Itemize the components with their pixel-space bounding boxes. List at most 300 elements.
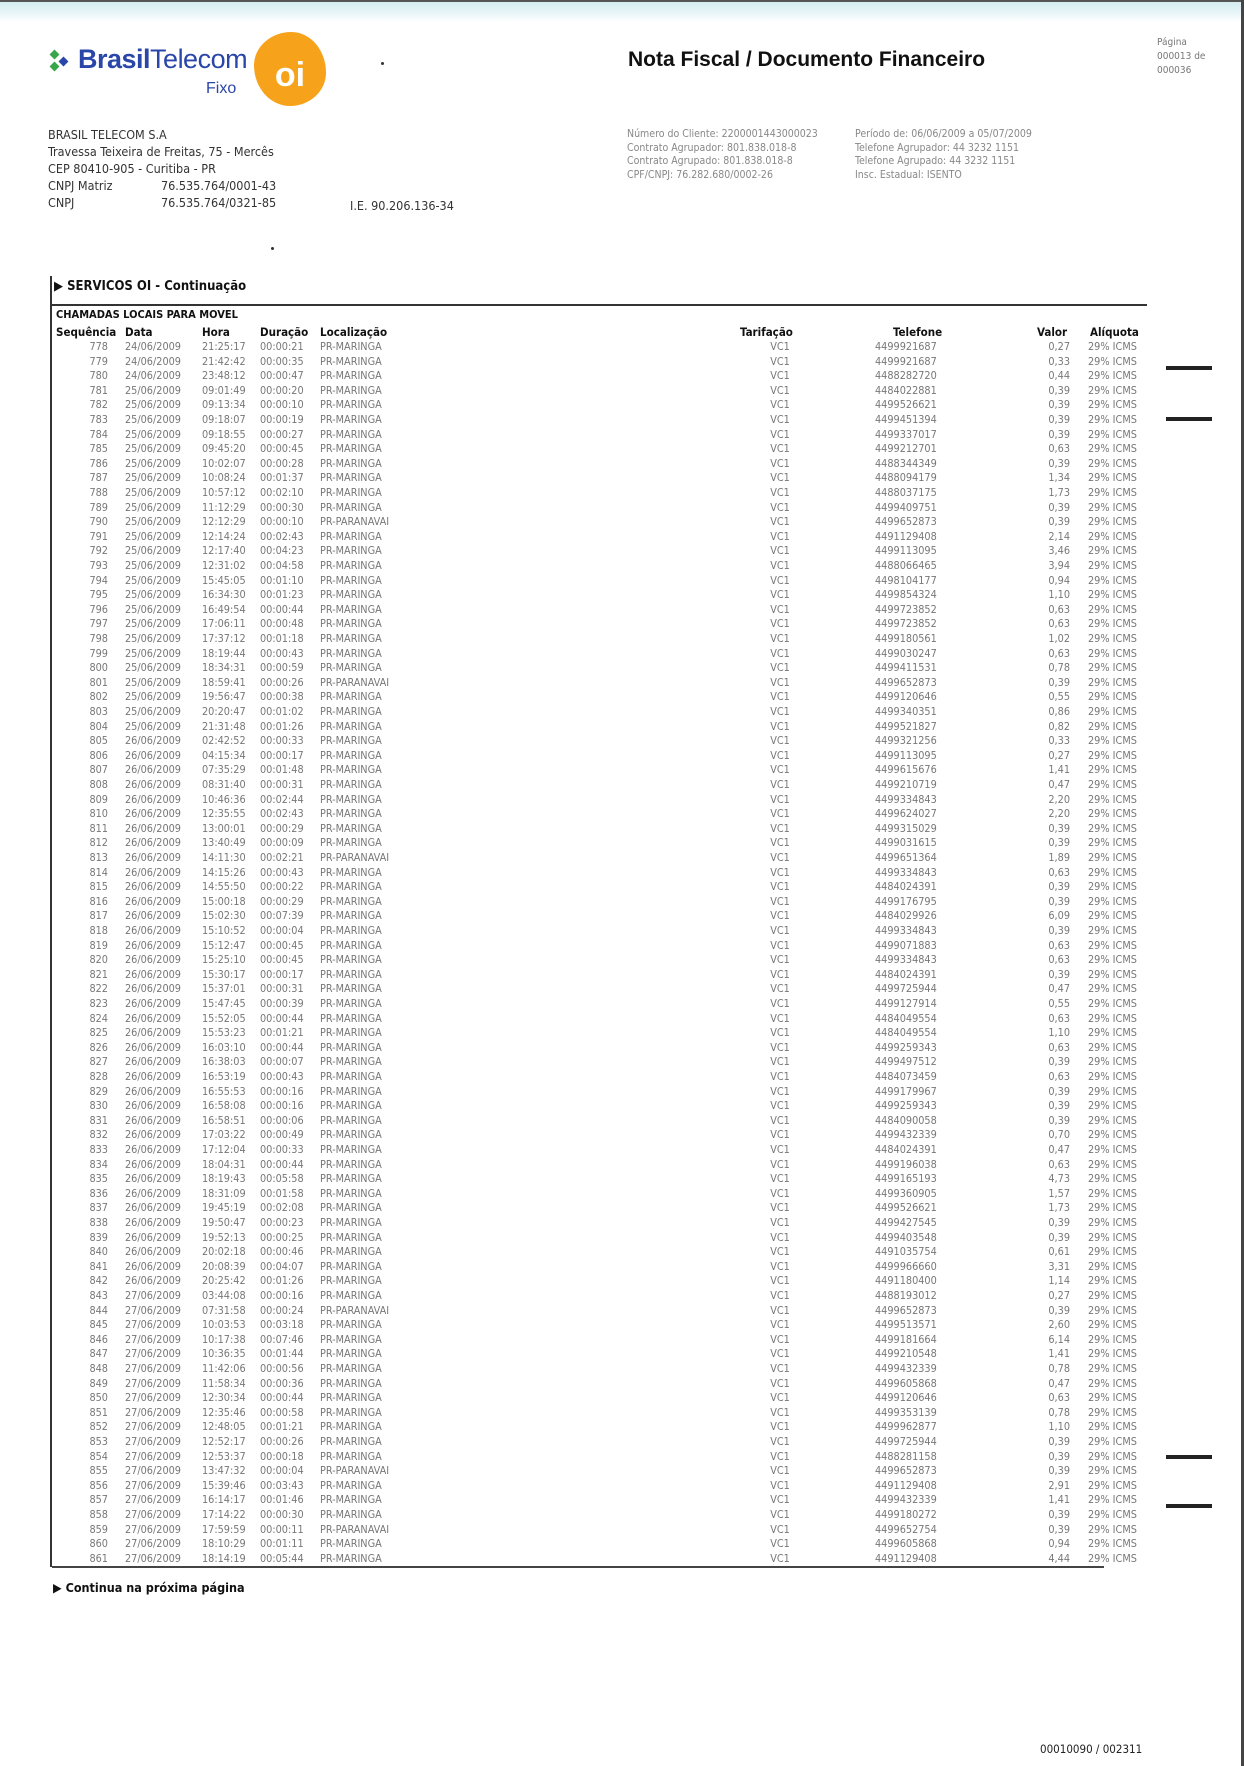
cell-duracao: 00:07:46 (260, 1332, 304, 1346)
cell-duracao: 00:00:44 (260, 1391, 304, 1405)
cell-sequencia: 800 (89, 661, 108, 675)
cell-sequencia: 854 (89, 1449, 108, 1463)
cell-aliquota: 29% ICMS (1088, 938, 1137, 952)
cell-hora: 17:37:12 (202, 632, 246, 645)
cell-aliquota: 29% ICMS (1088, 1201, 1137, 1215)
cell-hora: 21:42:42 (202, 354, 246, 368)
cell-valor: 0,63 (1048, 953, 1070, 967)
cell-localizacao: PR-MARINGA (320, 719, 382, 733)
cell-data: 26/06/2009 (125, 1113, 181, 1127)
cell-telefone: 4499334843 (875, 924, 937, 937)
table-row (0, 1464, 1244, 1479)
client-number: Número do Cliente: 2200001443000023 (627, 128, 818, 140)
cell-tarifacao: VC1 (770, 880, 790, 894)
cell-sequencia: 778 (89, 340, 108, 353)
scan-margin-mark (1166, 366, 1212, 370)
cell-data: 26/06/2009 (125, 953, 181, 967)
cell-sequencia: 791 (89, 529, 108, 543)
cell-data: 26/06/2009 (125, 982, 181, 996)
table-row (0, 632, 1244, 647)
cell-sequencia: 826 (89, 1040, 108, 1054)
cell-tarifacao: VC1 (770, 1464, 790, 1478)
cell-localizacao: PR-MARINGA (320, 1318, 382, 1332)
cell-aliquota: 29% ICMS (1088, 1143, 1137, 1156)
cell-tarifacao: VC1 (770, 1537, 790, 1551)
cell-aliquota: 29% ICMS (1088, 1216, 1137, 1229)
cell-localizacao: PR-MARINGA (320, 1493, 382, 1507)
cell-localizacao: PR-MARINGA (320, 778, 382, 791)
cell-hora: 15:39:46 (202, 1478, 246, 1492)
cell-sequencia: 861 (89, 1551, 108, 1565)
cell-sequencia: 814 (89, 865, 108, 879)
cell-tarifacao: VC1 (770, 1391, 790, 1405)
cell-tarifacao: VC1 (770, 1143, 790, 1156)
cell-hora: 13:40:49 (202, 836, 246, 850)
cell-duracao: 00:01:10 (260, 573, 304, 587)
cell-data: 26/06/2009 (125, 851, 181, 864)
cell-localizacao: PR-MARINGA (320, 865, 382, 879)
table-row (0, 1245, 1244, 1260)
cell-data: 27/06/2009 (125, 1362, 181, 1375)
cell-duracao: 00:00:19 (260, 413, 304, 426)
cell-telefone: 4499605868 (875, 1376, 937, 1390)
cell-localizacao: PR-MARINGA (320, 544, 382, 558)
cnpj-matriz: 76.535.764/0001-43 (161, 178, 277, 193)
table-row (0, 1450, 1244, 1465)
cell-duracao: 00:00:44 (260, 1011, 304, 1025)
table-row (0, 836, 1244, 851)
table-row (0, 793, 1244, 808)
cell-sequencia: 798 (89, 632, 108, 645)
cell-aliquota: 29% ICMS (1088, 1040, 1137, 1054)
cell-duracao: 00:00:43 (260, 865, 304, 879)
cell-data: 27/06/2009 (125, 1318, 181, 1332)
cell-data: 25/06/2009 (125, 661, 181, 675)
cell-sequencia: 843 (89, 1289, 108, 1302)
cell-localizacao: PR-MARINGA (320, 1040, 382, 1054)
cell-duracao: 00:01:11 (260, 1537, 304, 1551)
cell-valor: 0,39 (1048, 967, 1070, 981)
cell-aliquota: 29% ICMS (1088, 1099, 1137, 1113)
cell-valor: 4,73 (1048, 1172, 1070, 1186)
cell-telefone: 4499432339 (875, 1362, 937, 1375)
cell-localizacao: PR-MARINGA (320, 559, 382, 572)
cell-localizacao: PR-MARINGA (320, 1420, 382, 1434)
cell-duracao: 00:00:29 (260, 821, 304, 835)
client-insc-estadual: Insc. Estadual: ISENTO (855, 168, 962, 181)
contrato-agrupado: Contrato Agrupado: 801.838.018-8 (627, 155, 793, 167)
brand-sub: Fixo (206, 80, 237, 97)
cell-telefone: 4499497512 (875, 1055, 937, 1069)
table-row (0, 705, 1244, 720)
cell-aliquota: 29% ICMS (1088, 836, 1137, 850)
cell-localizacao: PR-MARINGA (320, 1508, 382, 1521)
cell-localizacao: PR-MARINGA (320, 734, 382, 748)
cell-telefone: 4499113095 (875, 544, 937, 558)
table-row (0, 1435, 1244, 1450)
cell-valor: 6,09 (1048, 909, 1070, 923)
cell-hora: 20:02:18 (202, 1245, 246, 1259)
cell-valor: 0,63 (1048, 1070, 1070, 1083)
cell-tarifacao: VC1 (770, 1449, 790, 1463)
cell-hora: 21:25:17 (202, 340, 246, 353)
cell-aliquota: 29% ICMS (1088, 997, 1137, 1010)
table-row (0, 1187, 1244, 1202)
cell-aliquota: 29% ICMS (1088, 588, 1137, 602)
cell-duracao: 00:00:04 (260, 924, 304, 937)
cell-valor: 2,60 (1048, 1318, 1070, 1332)
cell-aliquota: 29% ICMS (1088, 807, 1137, 821)
cell-valor: 0,39 (1048, 675, 1070, 689)
brasil-telecom-mark-icon (48, 48, 74, 74)
cell-hora: 18:19:43 (202, 1172, 246, 1186)
table-row (0, 939, 1244, 954)
column-header-valor: Valor (1037, 325, 1068, 339)
cell-sequencia: 804 (89, 719, 108, 733)
cell-sequencia: 849 (89, 1376, 108, 1390)
column-header-sequencia: Sequência (56, 325, 117, 339)
cell-duracao: 00:00:44 (260, 602, 304, 616)
table-row (0, 1231, 1244, 1246)
cell-duracao: 00:00:10 (260, 515, 304, 529)
cell-localizacao: PR-MARINGA (320, 1113, 382, 1127)
cell-duracao: 00:01:21 (260, 1420, 304, 1434)
cell-data: 26/06/2009 (125, 1143, 181, 1156)
cell-telefone: 4499212701 (875, 442, 937, 456)
cell-tarifacao: VC1 (770, 836, 790, 850)
cell-data: 26/06/2009 (125, 763, 181, 777)
cell-sequencia: 797 (89, 617, 108, 631)
cell-data: 26/06/2009 (125, 1172, 181, 1186)
cnpj: 76.535.764/0321-85 (161, 195, 277, 210)
cell-valor: 0,63 (1048, 617, 1070, 631)
cell-tarifacao: VC1 (770, 1376, 790, 1390)
cell-localizacao: PR-PARANAVAI (320, 515, 390, 529)
cell-valor: 4,44 (1048, 1551, 1070, 1565)
cell-localizacao: PR-MARINGA (320, 997, 382, 1010)
cell-aliquota: 29% ICMS (1088, 456, 1137, 470)
cell-valor: 1,41 (1048, 1493, 1070, 1507)
cell-aliquota: 29% ICMS (1088, 369, 1137, 383)
cnpj-matriz-label: CNPJ Matriz (48, 178, 113, 193)
cell-telefone: 4499259343 (875, 1099, 937, 1113)
cell-hora: 18:10:29 (202, 1537, 246, 1551)
continue-text: Continua na próxima página (65, 1580, 245, 1595)
cell-aliquota: 29% ICMS (1088, 529, 1137, 543)
cell-valor: 0,63 (1048, 602, 1070, 616)
cell-telefone: 4499652873 (875, 1464, 937, 1478)
cell-hora: 20:25:42 (202, 1274, 246, 1288)
cell-data: 25/06/2009 (125, 500, 181, 514)
cell-tarifacao: VC1 (770, 1026, 790, 1040)
cell-tarifacao: VC1 (770, 1084, 790, 1098)
cell-valor: 0,27 (1048, 340, 1070, 353)
cell-sequencia: 830 (89, 1099, 108, 1113)
cell-localizacao: PR-MARINGA (320, 1405, 382, 1419)
cell-data: 25/06/2009 (125, 471, 181, 485)
document-title: Nota Fiscal / Documento Financeiro (628, 48, 986, 71)
table-row (0, 501, 1244, 516)
cell-telefone: 4499652873 (875, 675, 937, 689)
section-divider (52, 304, 1147, 306)
cell-localizacao: PR-MARINGA (320, 1011, 382, 1025)
cell-localizacao: PR-MARINGA (320, 398, 382, 412)
table-row (0, 1216, 1244, 1231)
table-row (0, 807, 1244, 822)
cell-telefone: 4499337017 (875, 427, 937, 441)
cell-telefone: 4499165193 (875, 1172, 937, 1186)
table-row (0, 1304, 1244, 1319)
cell-aliquota: 29% ICMS (1088, 1420, 1137, 1434)
cell-sequencia: 780 (89, 369, 108, 383)
cell-aliquota: 29% ICMS (1088, 1245, 1137, 1259)
cell-data: 26/06/2009 (125, 1230, 181, 1244)
cell-localizacao: PR-MARINGA (320, 1245, 382, 1259)
cell-aliquota: 29% ICMS (1088, 1230, 1137, 1244)
cell-data: 24/06/2009 (125, 369, 181, 383)
cell-localizacao: PR-MARINGA (320, 748, 382, 762)
cell-telefone: 4491129408 (875, 529, 937, 543)
cell-localizacao: PR-MARINGA (320, 573, 382, 587)
cell-hora: 17:06:11 (202, 617, 246, 631)
cell-localizacao: PR-MARINGA (320, 690, 382, 704)
cell-data: 25/06/2009 (125, 515, 181, 529)
cell-valor: 0,39 (1048, 821, 1070, 835)
cell-sequencia: 812 (89, 836, 108, 850)
cell-hora: 19:56:47 (202, 690, 246, 704)
cell-valor: 0,39 (1048, 1435, 1070, 1448)
cell-duracao: 00:00:56 (260, 1362, 304, 1375)
cell-valor: 0,39 (1048, 413, 1070, 426)
table-row (0, 603, 1244, 618)
cell-duracao: 00:03:18 (260, 1318, 304, 1332)
cell-tarifacao: VC1 (770, 719, 790, 733)
cell-valor: 6,14 (1048, 1332, 1070, 1346)
cell-duracao: 00:00:11 (260, 1522, 304, 1536)
cell-telefone: 4484090058 (875, 1113, 937, 1127)
table-row (0, 1318, 1244, 1333)
cell-valor: 0,39 (1048, 1464, 1070, 1478)
cell-aliquota: 29% ICMS (1088, 427, 1137, 441)
scan-dot (381, 62, 384, 65)
table-row (0, 1391, 1244, 1406)
cell-duracao: 00:00:17 (260, 967, 304, 981)
cnpj-label: CNPJ (48, 195, 75, 210)
cell-data: 25/06/2009 (125, 529, 181, 543)
cell-telefone: 4499432339 (875, 1128, 937, 1142)
cell-valor: 0,27 (1048, 1289, 1070, 1302)
cell-aliquota: 29% ICMS (1088, 792, 1137, 806)
cell-valor: 0,78 (1048, 1362, 1070, 1375)
cell-duracao: 00:05:44 (260, 1551, 304, 1565)
cell-telefone: 4499360905 (875, 1186, 937, 1200)
cell-sequencia: 788 (89, 486, 108, 499)
cell-localizacao: PR-MARINGA (320, 427, 382, 441)
cell-valor: 1,10 (1048, 1026, 1070, 1040)
cell-valor: 0,39 (1048, 1099, 1070, 1113)
cell-tarifacao: VC1 (770, 646, 790, 660)
cell-telefone: 4499723852 (875, 602, 937, 616)
cell-localizacao: PR-MARINGA (320, 894, 382, 908)
cell-telefone: 4499210719 (875, 778, 937, 791)
cell-hora: 12:31:02 (202, 559, 246, 572)
table-row (0, 661, 1244, 676)
cell-sequencia: 859 (89, 1522, 108, 1536)
brand-name-light: Telecom (150, 44, 248, 74)
cell-sequencia: 785 (89, 442, 108, 456)
subsection-title: CHAMADAS LOCAIS PARA MOVEL (56, 308, 238, 321)
cell-localizacao: PR-MARINGA (320, 821, 382, 835)
cell-localizacao: PR-MARINGA (320, 369, 382, 383)
cell-data: 27/06/2009 (125, 1376, 181, 1390)
cell-telefone: 4491035754 (875, 1245, 937, 1259)
table-row (0, 1406, 1244, 1421)
cell-duracao: 00:00:20 (260, 383, 304, 397)
cell-telefone: 4499451394 (875, 413, 937, 426)
table-row (0, 1085, 1244, 1100)
table-row (0, 734, 1244, 749)
cell-telefone: 4499652873 (875, 1303, 937, 1317)
cell-duracao: 00:01:48 (260, 763, 304, 777)
cell-aliquota: 29% ICMS (1088, 1026, 1137, 1040)
cell-localizacao: PR-MARINGA (320, 938, 382, 952)
cell-tarifacao: VC1 (770, 1128, 790, 1142)
cell-duracao: 00:02:44 (260, 792, 304, 806)
table-row (0, 1114, 1244, 1129)
cell-duracao: 00:04:23 (260, 544, 304, 558)
cell-aliquota: 29% ICMS (1088, 924, 1137, 937)
cell-aliquota: 29% ICMS (1088, 1084, 1137, 1098)
cell-sequencia: 790 (89, 515, 108, 529)
cell-tarifacao: VC1 (770, 1274, 790, 1288)
cell-data: 26/06/2009 (125, 778, 181, 791)
cell-sequencia: 847 (89, 1347, 108, 1361)
cell-tarifacao: VC1 (770, 369, 790, 383)
cell-aliquota: 29% ICMS (1088, 1128, 1137, 1142)
cell-duracao: 00:00:49 (260, 1128, 304, 1142)
cell-telefone: 4499321256 (875, 734, 937, 748)
cell-data: 26/06/2009 (125, 1026, 181, 1040)
cell-hora: 20:20:47 (202, 705, 246, 718)
cell-tarifacao: VC1 (770, 1259, 790, 1273)
cell-aliquota: 29% ICMS (1088, 1405, 1137, 1419)
cell-telefone: 4491129408 (875, 1551, 937, 1565)
cell-tarifacao: VC1 (770, 1508, 790, 1521)
cell-sequencia: 794 (89, 573, 108, 587)
cell-data: 25/06/2009 (125, 646, 181, 660)
cell-duracao: 00:00:23 (260, 1216, 304, 1229)
cell-localizacao: PR-MARINGA (320, 705, 382, 718)
cell-aliquota: 29% ICMS (1088, 763, 1137, 777)
cell-aliquota: 29% ICMS (1088, 383, 1137, 397)
cell-tarifacao: VC1 (770, 734, 790, 748)
cell-localizacao: PR-MARINGA (320, 1201, 382, 1215)
cell-sequencia: 835 (89, 1172, 108, 1186)
cell-valor: 0,55 (1048, 690, 1070, 704)
cell-valor: 1,41 (1048, 763, 1070, 777)
cell-duracao: 00:01:23 (260, 588, 304, 602)
table-row (0, 559, 1244, 574)
cell-duracao: 00:04:58 (260, 559, 304, 572)
cell-hora: 15:47:45 (202, 997, 246, 1010)
table-row (0, 1274, 1244, 1289)
cell-sequencia: 792 (89, 544, 108, 558)
cell-valor: 1,14 (1048, 1274, 1070, 1288)
cell-valor: 1,57 (1048, 1186, 1070, 1200)
cell-hora: 16:34:30 (202, 588, 246, 602)
cell-sequencia: 855 (89, 1464, 108, 1478)
cell-hora: 16:53:19 (202, 1070, 246, 1083)
cell-hora: 04:15:34 (202, 748, 246, 762)
cell-tarifacao: VC1 (770, 748, 790, 762)
page-indicator (1157, 36, 1205, 78)
table-row (0, 997, 1244, 1012)
table-row (0, 471, 1244, 486)
cell-hora: 17:12:04 (202, 1143, 246, 1156)
cell-valor: 2,91 (1048, 1478, 1070, 1492)
cell-aliquota: 29% ICMS (1088, 880, 1137, 894)
cell-duracao: 00:00:45 (260, 938, 304, 952)
cell-hora: 11:58:34 (202, 1376, 246, 1390)
cell-tarifacao: VC1 (770, 851, 790, 864)
cell-tarifacao: VC1 (770, 632, 790, 645)
cell-valor: 0,63 (1048, 938, 1070, 952)
cell-tarifacao: VC1 (770, 967, 790, 981)
cell-duracao: 00:00:17 (260, 748, 304, 762)
cell-aliquota: 29% ICMS (1088, 398, 1137, 412)
cell-valor: 0,39 (1048, 1449, 1070, 1463)
cell-sequencia: 811 (89, 821, 108, 835)
cell-telefone: 4499615676 (875, 763, 937, 777)
cell-sequencia: 786 (89, 456, 108, 470)
cell-sequencia: 820 (89, 953, 108, 967)
cell-aliquota: 29% ICMS (1088, 1376, 1137, 1390)
cell-data: 27/06/2009 (125, 1347, 181, 1361)
table-row (0, 968, 1244, 983)
cell-hora: 23:48:12 (202, 369, 246, 383)
cell-duracao: 00:00:44 (260, 1040, 304, 1054)
cell-tarifacao: VC1 (770, 792, 790, 806)
cell-hora: 10:03:53 (202, 1318, 246, 1332)
cell-hora: 10:17:38 (202, 1332, 246, 1346)
cell-duracao: 00:00:26 (260, 1435, 304, 1448)
cell-telefone: 4499113095 (875, 748, 937, 762)
cell-telefone: 4499210548 (875, 1347, 937, 1361)
section-title (54, 279, 246, 294)
cell-localizacao: PR-MARINGA (320, 529, 382, 543)
cell-duracao: 00:00:16 (260, 1289, 304, 1302)
cell-tarifacao: VC1 (770, 398, 790, 412)
cell-valor: 1,73 (1048, 486, 1070, 499)
cell-sequencia: 832 (89, 1128, 108, 1142)
cell-aliquota: 29% ICMS (1088, 646, 1137, 660)
cell-hora: 18:19:44 (202, 646, 246, 660)
cell-sequencia: 842 (89, 1274, 108, 1288)
cell-data: 27/06/2009 (125, 1332, 181, 1346)
cell-localizacao: PR-MARINGA (320, 1143, 382, 1156)
telefone-agrupador: Telefone Agrupador: 44 3232 1151 (855, 141, 1019, 154)
cell-sequencia: 845 (89, 1318, 108, 1332)
cell-data: 26/06/2009 (125, 748, 181, 762)
cell-sequencia: 782 (89, 398, 108, 412)
cell-duracao: 00:00:09 (260, 836, 304, 850)
cell-tarifacao: VC1 (770, 515, 790, 529)
cell-telefone: 4499071883 (875, 938, 937, 952)
cell-hora: 17:14:22 (202, 1508, 246, 1521)
table-row (0, 749, 1244, 764)
cell-tarifacao: VC1 (770, 778, 790, 791)
table-row (0, 1420, 1244, 1435)
